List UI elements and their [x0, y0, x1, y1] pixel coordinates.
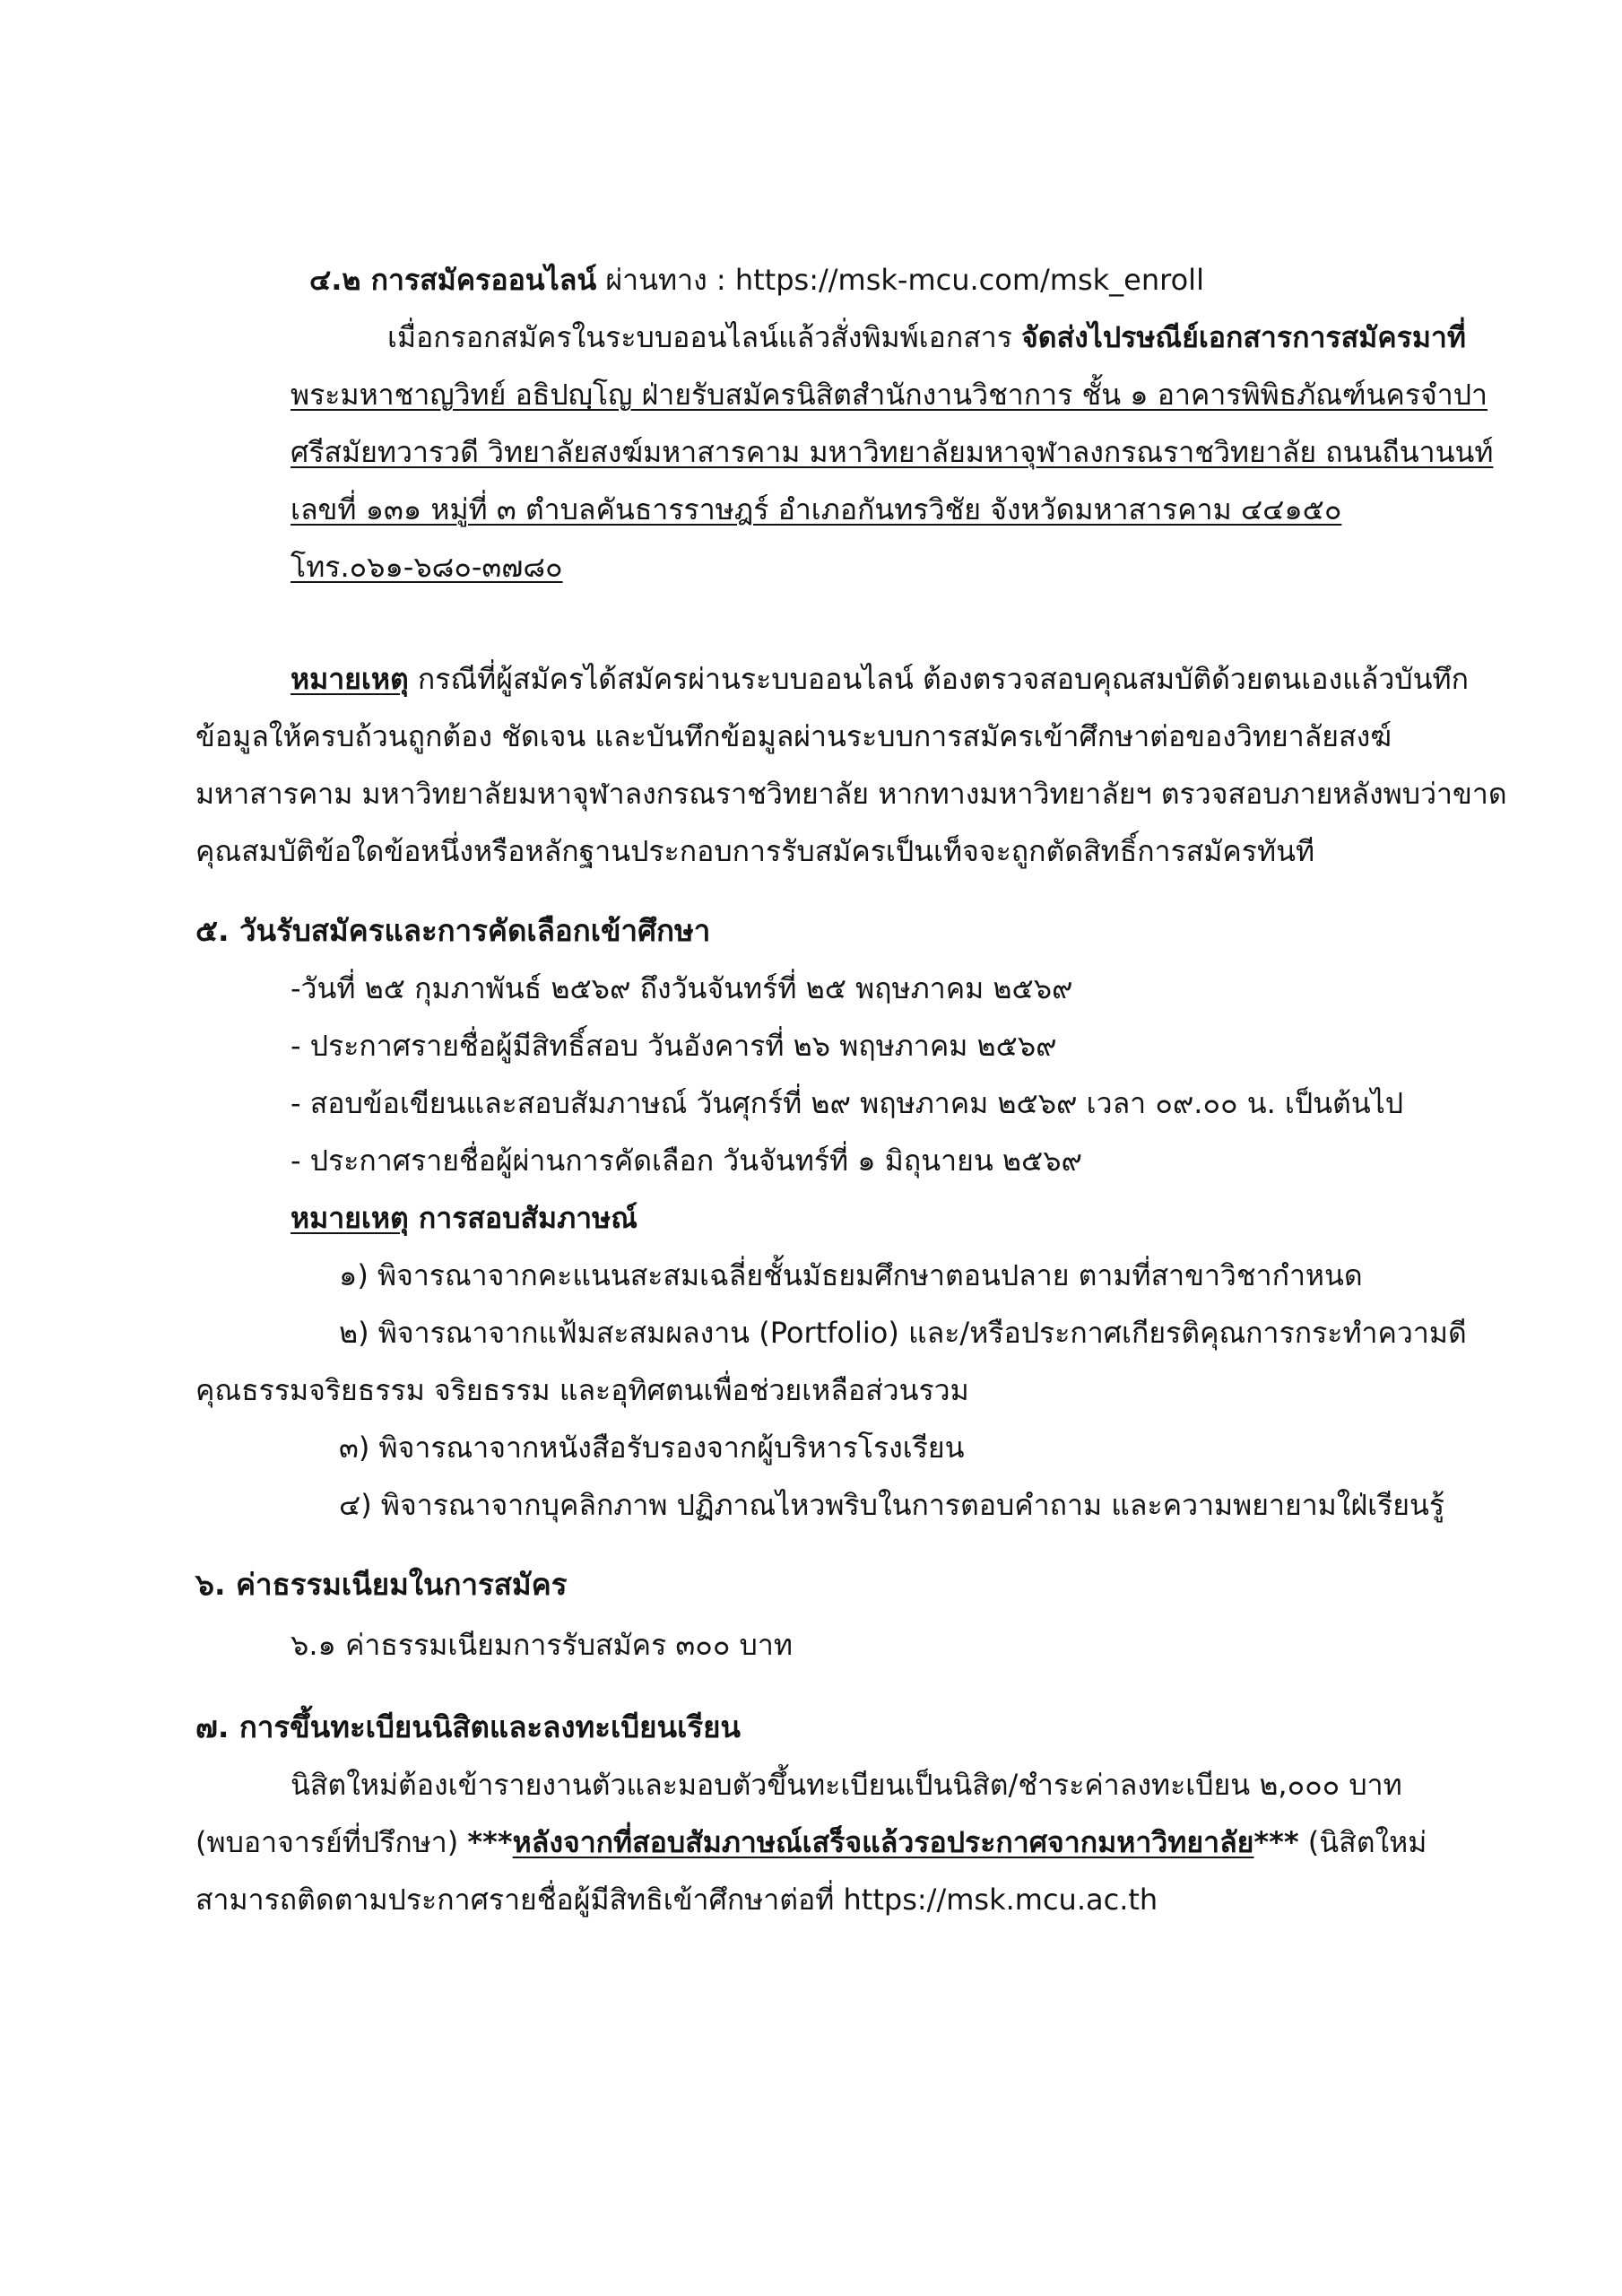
section-7-line-1: นิสิตใหม่ต้องเข้ารายงานตัวและมอบตัวขึ้นทะเบียนเป็นนิสิต/ชำระค่าลงทะเบียน ๒,๐๐๐ บาท: [291, 1768, 1402, 1802]
section-7-line-2-end: (นิสิตใหม่: [1298, 1825, 1427, 1859]
criteria-item-2: ๒) พิจารณาจากแฟ้มสะสมผลงาน (Portfolio) และ/หรือประกาศเกียรติคุณการกระทำความดี: [339, 1316, 1467, 1350]
address-phone: โทร.๐๖๑-๖๘๐-๓๗๘๐: [291, 550, 563, 584]
fee-item: ๖.๑ ค่าธรรมเนียมการรับสมัคร ๓๐๐ บาท: [291, 1628, 793, 1662]
schedule-item-4: - ประกาศรายชื่อผู้ผ่านการคัดเลือก วันจันทร์ที่ ๑ มิถุนายน ๒๕๖๙: [291, 1144, 1082, 1178]
address-line-1: พระมหาชาญวิทย์ อธิปญฺโญ ฝ่ายรับสมัครนิสิตสำนักงานวิชาการ ชั้น ๑ อาคารพิพิธภัณฑ์นครจำปา: [291, 378, 1488, 412]
section-7-heading: ๗. การขึ้นทะเบียนนิสิตและลงทะเบียนเรียน: [195, 1709, 741, 1744]
section-4-2-paragraph-text: เมื่อกรอกสมัครในระบบออนไลน์แล้วสั่งพิมพ์เอกสาร: [387, 320, 1022, 354]
announcement-notice: หลังจากที่สอบสัมภาษณ์เสร็จแล้วรอประกาศจากมหาวิทยาลัย: [512, 1825, 1254, 1859]
interview-note-line: [291, 1198, 638, 1238]
address-line-3: เลขที่ ๑๓๑ หมู่ที่ ๓ ตำบลคันธารราษฎร์ อำเภอกันทรวิชัย จังหวัดมหาสารคาม ๔๔๑๕๐: [291, 492, 1342, 526]
schedule-item-2: - ประกาศรายชื่อผู้มีสิทธิ์สอบ วันอังคารที่ ๒๖ พฤษภาคม ๒๕๖๙: [291, 1029, 1057, 1063]
criteria-item-4: ๔) พิจารณาจากบุคลิกภาพ ปฏิภาณไหวพริบในการตอบคำถาม และความพยายามใฝ่เรียนรู้: [339, 1488, 1445, 1522]
section-5-heading: ๕. วันรับสมัครและการคัดเลือกเข้าศึกษา: [195, 913, 711, 948]
interview-note-title: การสอบสัมภาษณ์: [408, 1201, 638, 1235]
section-6-heading: ๖. ค่าธรรมเนียมในการสมัคร: [195, 1567, 568, 1602]
note-1-text-1: กรณีที่ผู้สมัครได้สมัครผ่านระบบออนไลน์ ต้องตรวจสอบคุณสมบัติด้วยตนเองแล้วบันทึก: [408, 662, 1469, 696]
section-7-line-3: สามารถติดตามประกาศรายชื่อผู้มีสิทธิเข้าศึกษาต่อที่ https://msk.mcu.ac.th: [195, 1883, 1158, 1917]
schedule-item-3: - สอบข้อเขียนและสอบสัมภาษณ์ วันศุกร์ที่ ๒๙ พฤษภาคม ๒๕๖๙ เวลา ๐๙.๐๐ น. เป็นต้นไป: [291, 1086, 1404, 1120]
criteria-item-3: ๓) พิจารณาจากหนังสือรับรองจากผู้บริหารโรงเรียน: [339, 1431, 965, 1465]
interview-note-label: หมายเหตุ: [291, 1201, 409, 1235]
section-4-2-heading: ๔.๒ การสมัครออนไลน์: [309, 263, 597, 297]
note-1-line-4: คุณสมบัติข้อใดข้อหนึ่งหรือหลักฐานประกอบการรับสมัครเป็นเท็จจะถูกตัดสิทธิ์การสมัครทันที: [195, 834, 1315, 868]
address-line-2: ศรีสมัยทวารวดี วิทยาลัยสงฆ์มหาสารคาม มหาวิทยาลัยมหาจุฬาลงกรณราชวิทยาลัย ถนนถีนานนท์: [291, 435, 1494, 469]
note-1-line-1: [291, 659, 1469, 699]
mail-instruction: จัดส่งไปรษณีย์เอกสารการสมัครมาที่: [1021, 320, 1466, 354]
section-4-2-heading-line: [309, 260, 1204, 300]
section-4-2-paragraph: [387, 317, 1466, 357]
stars-open: ***: [467, 1825, 513, 1859]
criteria-item-1: ๑) พิจารณาจากคะแนนสะสมเฉลี่ยชั้นมัธยมศึกษาตอนปลาย ตามที่สาขาวิชากำหนด: [339, 1258, 1363, 1292]
section-7-line-2: [195, 1822, 1427, 1862]
enroll-url-text: ผ่านทาง : https://msk-mcu.com/msk_enroll: [596, 263, 1204, 297]
note-1-label: หมายเหตุ: [291, 662, 409, 696]
section-7-line-2-start: (พบอาจารย์ที่ปรึกษา): [195, 1825, 468, 1859]
criteria-item-2-cont: คุณธรรมจริยธรรม จริยธรรม และอุทิศตนเพื่อช่วยเหลือส่วนรวม: [195, 1373, 969, 1407]
note-1-line-3: มหาสารคาม มหาวิทยาลัยมหาจุฬาลงกรณราชวิทยาลัย หากทางมหาวิทยาลัยฯ ตรวจสอบภายหลังพบว่าขาด: [195, 777, 1507, 811]
schedule-item-1: -วันที่ ๒๕ กุมภาพันธ์ ๒๕๖๙ ถึงวันจันทร์ที่ ๒๕ พฤษภาคม ๒๕๖๙: [291, 971, 1073, 1005]
note-1-line-2: ข้อมูลให้ครบถ้วนถูกต้อง ชัดเจน และบันทึกข้อมูลผ่านระบบการสมัครเข้าศึกษาต่อของวิทยาลัยสงฆ์: [195, 719, 1392, 753]
stars-close: ***: [1253, 1825, 1299, 1859]
